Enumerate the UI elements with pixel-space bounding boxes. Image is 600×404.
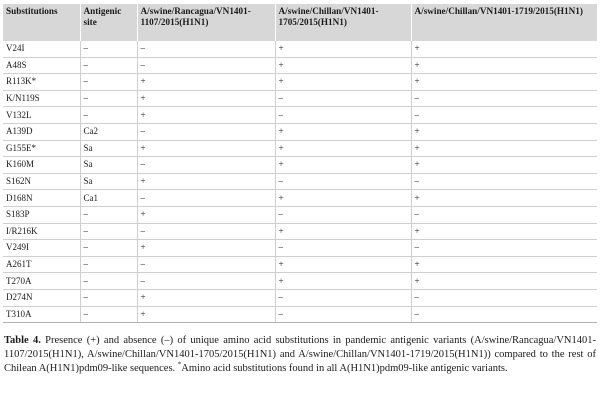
presence-cell: – bbox=[137, 157, 275, 174]
presence-cell: – bbox=[137, 123, 275, 140]
presence-cell: + bbox=[411, 223, 597, 240]
presence-cell: – bbox=[137, 190, 275, 207]
substitution-cell: V132L bbox=[3, 107, 80, 124]
antigenic-site-cell: – bbox=[80, 289, 137, 306]
presence-cell: – bbox=[411, 240, 597, 257]
presence-cell: – bbox=[275, 240, 411, 257]
antigenic-site-cell: Sa bbox=[80, 140, 137, 157]
presence-cell: – bbox=[137, 223, 275, 240]
table-body bbox=[3, 41, 597, 323]
presence-cell: – bbox=[275, 90, 411, 107]
presence-cell: + bbox=[411, 157, 597, 174]
table-row bbox=[3, 190, 597, 207]
caption-text: Presence (+) and absence (–) of unique amino acid substitutions in pandemic antigenic variants (A/swine/Rancagua/VN1401-1107/2015(H1N1), A/swine/Chillan/VN1401-1705/2015(H1N1) and A/swine/Chillan/VN1401-1719/2015(H1N1)) compared to the rest of Chilean A(H1N1)pdm09-like sequences. bbox=[4, 335, 597, 374]
table-header bbox=[3, 4, 597, 41]
substitution-cell: T310A bbox=[3, 306, 80, 323]
presence-cell: + bbox=[275, 190, 411, 207]
presence-cell: – bbox=[137, 273, 275, 290]
substitution-cell: V24I bbox=[3, 41, 80, 57]
table-row bbox=[3, 223, 597, 240]
presence-cell: + bbox=[275, 273, 411, 290]
substitution-cell: A261T bbox=[3, 256, 80, 273]
presence-cell: + bbox=[275, 74, 411, 91]
antigenic-site-cell: – bbox=[80, 74, 137, 91]
presence-cell: + bbox=[137, 140, 275, 157]
caption-label: Table 4. bbox=[4, 335, 41, 346]
table-row bbox=[3, 123, 597, 140]
presence-cell: + bbox=[137, 107, 275, 124]
substitution-cell: S162N bbox=[3, 173, 80, 190]
presence-cell: + bbox=[411, 273, 597, 290]
presence-cell: + bbox=[275, 157, 411, 174]
presence-cell: + bbox=[411, 123, 597, 140]
substitution-cell: S183P bbox=[3, 206, 80, 223]
presence-cell: + bbox=[275, 57, 411, 74]
presence-cell: – bbox=[275, 306, 411, 323]
antigenic-site-cell: – bbox=[80, 107, 137, 124]
antigenic-site-cell: – bbox=[80, 223, 137, 240]
antigenic-site-cell: – bbox=[80, 273, 137, 290]
antigenic-site-cell: Sa bbox=[80, 157, 137, 174]
presence-cell: – bbox=[275, 206, 411, 223]
table-row bbox=[3, 256, 597, 273]
presence-cell: + bbox=[275, 41, 411, 57]
substitution-cell: A139D bbox=[3, 123, 80, 140]
presence-cell: + bbox=[275, 123, 411, 140]
substitution-cell: K160M bbox=[3, 157, 80, 174]
substitution-cell: D168N bbox=[3, 190, 80, 207]
presence-cell: – bbox=[275, 289, 411, 306]
presence-cell: + bbox=[411, 256, 597, 273]
presence-cell: – bbox=[137, 41, 275, 57]
antigenic-site-cell: – bbox=[80, 306, 137, 323]
table-row bbox=[3, 206, 597, 223]
substitutions-table bbox=[3, 4, 597, 323]
table-row bbox=[3, 173, 597, 190]
table-row bbox=[3, 57, 597, 74]
antigenic-site-cell: Sa bbox=[80, 173, 137, 190]
substitution-cell: I/R216K bbox=[3, 223, 80, 240]
presence-cell: + bbox=[411, 74, 597, 91]
presence-cell: + bbox=[411, 57, 597, 74]
presence-cell: – bbox=[137, 57, 275, 74]
substitution-cell: D274N bbox=[3, 289, 80, 306]
table-row bbox=[3, 273, 597, 290]
substitution-cell: A48S bbox=[3, 57, 80, 74]
substitutions-table-container bbox=[3, 4, 597, 323]
presence-cell: – bbox=[411, 289, 597, 306]
presence-cell: + bbox=[137, 90, 275, 107]
presence-cell: + bbox=[137, 289, 275, 306]
presence-cell: + bbox=[411, 140, 597, 157]
presence-cell: – bbox=[411, 90, 597, 107]
antigenic-site-cell: – bbox=[80, 256, 137, 273]
table-caption bbox=[4, 334, 596, 376]
antigenic-site-cell: – bbox=[80, 90, 137, 107]
presence-cell: – bbox=[411, 206, 597, 223]
table-row bbox=[3, 240, 597, 257]
presence-cell: + bbox=[411, 190, 597, 207]
presence-cell: + bbox=[137, 173, 275, 190]
antigenic-site-cell: – bbox=[80, 41, 137, 57]
substitution-cell: T270A bbox=[3, 273, 80, 290]
presence-cell: + bbox=[411, 41, 597, 57]
column-header: Substitutions bbox=[3, 4, 80, 41]
table-row bbox=[3, 306, 597, 323]
presence-cell: + bbox=[137, 306, 275, 323]
caption-footnote: Amino acid substitutions found in all A(H1N1)pdm09-like antigenic variants. bbox=[181, 363, 508, 374]
substitution-cell: G155E* bbox=[3, 140, 80, 157]
column-header: Antigenic site bbox=[80, 4, 137, 41]
header-row bbox=[3, 4, 597, 41]
table-row bbox=[3, 157, 597, 174]
presence-cell: – bbox=[137, 256, 275, 273]
table-row bbox=[3, 107, 597, 124]
presence-cell: + bbox=[275, 140, 411, 157]
presence-cell: + bbox=[275, 256, 411, 273]
presence-cell: – bbox=[411, 306, 597, 323]
substitution-cell: V249I bbox=[3, 240, 80, 257]
substitution-cell: R113K* bbox=[3, 74, 80, 91]
presence-cell: + bbox=[137, 74, 275, 91]
presence-cell: + bbox=[275, 223, 411, 240]
table-row bbox=[3, 140, 597, 157]
antigenic-site-cell: – bbox=[80, 206, 137, 223]
presence-cell: – bbox=[411, 173, 597, 190]
footnote-marker: * bbox=[177, 360, 182, 369]
antigenic-site-cell: Ca2 bbox=[80, 123, 137, 140]
substitution-cell: K/N119S bbox=[3, 90, 80, 107]
presence-cell: + bbox=[137, 206, 275, 223]
antigenic-site-cell: – bbox=[80, 57, 137, 74]
presence-cell: – bbox=[275, 107, 411, 124]
table-row bbox=[3, 74, 597, 91]
column-header: A/swine/Rancagua/VN1401-1107/2015(H1N1) bbox=[137, 4, 275, 41]
table-row bbox=[3, 289, 597, 306]
column-header: A/swine/Chillan/VN1401-1705/2015(H1N1) bbox=[275, 4, 411, 41]
presence-cell: + bbox=[137, 240, 275, 257]
presence-cell: – bbox=[275, 173, 411, 190]
antigenic-site-cell: – bbox=[80, 240, 137, 257]
table-row bbox=[3, 41, 597, 57]
table-row bbox=[3, 90, 597, 107]
presence-cell: – bbox=[411, 107, 597, 124]
column-header: A/swine/Chillan/VN1401-1719/2015(H1N1) bbox=[411, 4, 597, 41]
antigenic-site-cell: Ca1 bbox=[80, 190, 137, 207]
